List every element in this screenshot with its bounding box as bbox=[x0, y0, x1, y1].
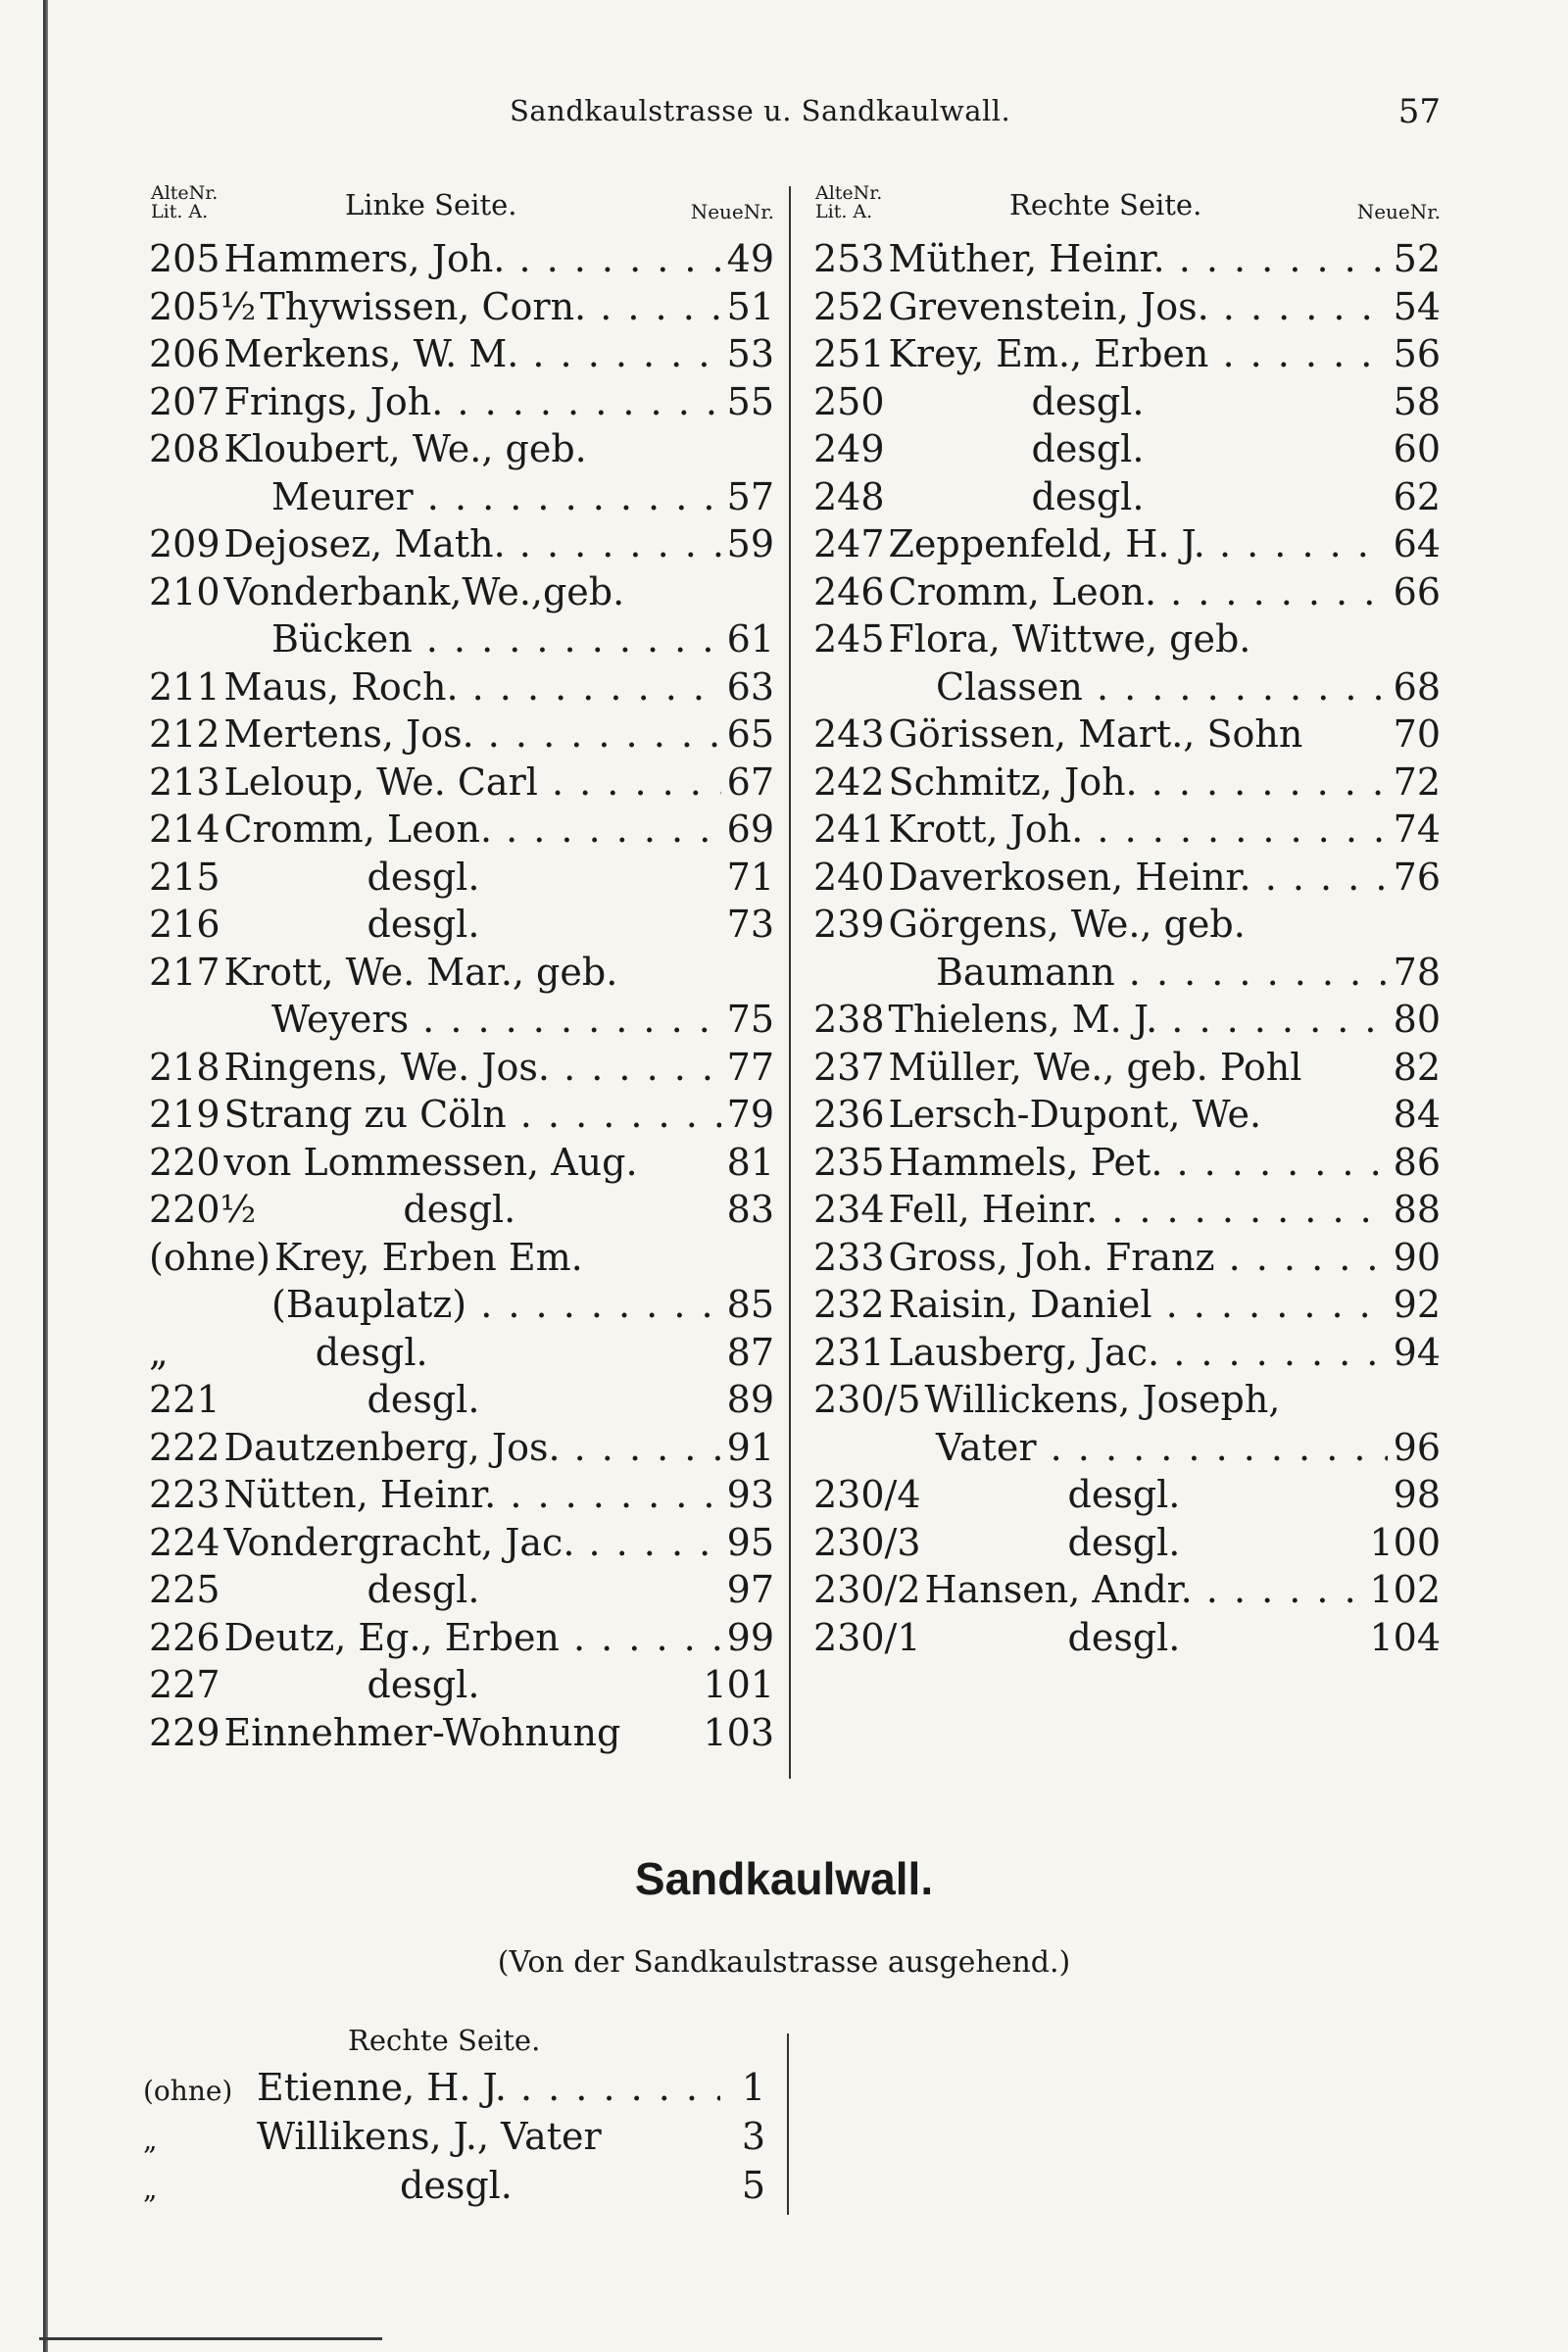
occupant-name: Flora, Wittwe, geb. bbox=[888, 617, 1251, 661]
alte-nr: 230/1 bbox=[813, 1615, 921, 1659]
neue-nr: 73 bbox=[726, 903, 774, 946]
occupant-name: Thielens, M. J. . . . bbox=[885, 996, 1388, 1044]
occupant-name: Müther, Heinr. . . . bbox=[885, 235, 1388, 283]
alte-nr: 217 bbox=[149, 950, 220, 994]
alte-nr: 220½ bbox=[149, 1188, 257, 1231]
list-item bbox=[149, 330, 774, 378]
list-item bbox=[149, 283, 774, 331]
neue-nr: 94 bbox=[1393, 1330, 1441, 1374]
alte-nr: 233 bbox=[813, 1235, 885, 1279]
right-entries bbox=[813, 235, 1441, 1661]
left-side-label: Linke Seite. bbox=[345, 188, 517, 221]
alte-nr: 231 bbox=[813, 1330, 885, 1374]
occupant-name: Krott, We. Mar., geb. bbox=[223, 950, 618, 994]
right-column bbox=[813, 178, 1441, 1661]
section-side-label: Rechte Seite. bbox=[348, 2024, 541, 2057]
list-item bbox=[143, 2063, 765, 2112]
occupant-name: desgl. bbox=[315, 1330, 428, 1374]
list-item bbox=[149, 1186, 774, 1234]
occupant-name: Görissen, Mart., Sohn bbox=[888, 712, 1303, 756]
neue-nr: 89 bbox=[726, 1378, 774, 1421]
neue-nr: 56 bbox=[1393, 332, 1441, 375]
list-item bbox=[149, 1329, 774, 1377]
list-item bbox=[813, 473, 1441, 521]
list-item bbox=[813, 996, 1441, 1044]
alte-nr: 230/4 bbox=[813, 1473, 921, 1516]
neue-nr: 52 bbox=[1393, 237, 1441, 280]
alte-nr: 247 bbox=[813, 522, 885, 565]
neue-nr: 91 bbox=[726, 1425, 774, 1469]
alte-nr: 250 bbox=[813, 379, 885, 423]
list-item bbox=[149, 710, 774, 759]
list-item bbox=[813, 901, 1441, 949]
neue-nr: 74 bbox=[1393, 808, 1441, 851]
alte-nr: 223 bbox=[149, 1473, 220, 1516]
list-item bbox=[149, 1709, 774, 1757]
occupant-name: desgl. bbox=[1031, 427, 1145, 470]
list-item bbox=[813, 1139, 1441, 1187]
neue-nr: 85 bbox=[726, 1283, 774, 1326]
alte-nr: 211 bbox=[149, 664, 220, 709]
alte-nr-label: AlteNr. Lit. A. bbox=[815, 182, 883, 222]
alte-nr: 206 bbox=[149, 332, 220, 375]
list-item bbox=[813, 854, 1441, 902]
alte-nr: 245 bbox=[813, 617, 885, 661]
alte-nr: 208 bbox=[149, 427, 220, 470]
neue-nr: 95 bbox=[726, 1520, 774, 1564]
occupant-name: Baumann . . . bbox=[813, 949, 1388, 997]
neue-nr: 86 bbox=[1393, 1140, 1441, 1184]
alte-nr: 253 bbox=[813, 237, 885, 280]
occupant-name: Krott, Joh. . . . bbox=[885, 806, 1388, 854]
alte-nr: 209 bbox=[149, 522, 220, 565]
alte-nr: 234 bbox=[813, 1188, 885, 1231]
column-divider bbox=[789, 186, 791, 1779]
neue-nr: 78 bbox=[1393, 950, 1441, 994]
section-subtitle: (Von der Sandkaulstrasse ausgehend.) bbox=[497, 1945, 1071, 1980]
neue-nr: 5 bbox=[741, 2164, 765, 2207]
list-item bbox=[813, 1566, 1441, 1614]
neue-nr: 100 bbox=[1369, 1520, 1441, 1564]
list-item bbox=[813, 806, 1441, 854]
alte-nr: 235 bbox=[813, 1140, 885, 1184]
footer-rule bbox=[39, 2337, 382, 2340]
list-item bbox=[149, 854, 774, 902]
alte-nr: 236 bbox=[813, 1093, 885, 1136]
neue-nr: 64 bbox=[1393, 522, 1441, 565]
neue-nr: 51 bbox=[726, 284, 774, 328]
occupant-name: Hammels, Pet. . . . bbox=[885, 1139, 1388, 1187]
occupant-name: Leloup, We. Carl . . . bbox=[220, 759, 721, 807]
occupant-name: Görgens, We., geb. bbox=[888, 903, 1246, 946]
list-item bbox=[813, 710, 1441, 759]
list-item bbox=[143, 2161, 765, 2210]
list-item bbox=[149, 759, 774, 807]
alte-nr-label: AlteNr. Lit. A. bbox=[151, 182, 219, 222]
neue-nr: 63 bbox=[726, 664, 774, 709]
list-item bbox=[813, 1281, 1441, 1329]
section-title: Sandkaulwall. bbox=[634, 1853, 934, 1904]
neue-nr: 84 bbox=[1393, 1093, 1441, 1136]
list-item bbox=[813, 1044, 1441, 1092]
occupant-name: Ringens, We. Jos. . . . bbox=[220, 1044, 721, 1092]
list-item bbox=[149, 1044, 774, 1092]
alte-nr: 221 bbox=[149, 1378, 220, 1421]
list-item bbox=[149, 663, 774, 711]
neue-nr: 80 bbox=[1393, 998, 1441, 1041]
alte-nr: 207 bbox=[149, 379, 220, 423]
neue-nr: 88 bbox=[1393, 1188, 1441, 1231]
alte-nr: 225 bbox=[149, 1568, 220, 1611]
occupant-name: desgl. bbox=[367, 1663, 480, 1706]
neue-nr: 82 bbox=[1393, 1045, 1441, 1089]
occupant-name: Einnehmer-Wohnung bbox=[223, 1710, 621, 1754]
list-item bbox=[149, 1281, 774, 1329]
neue-nr: 61 bbox=[726, 617, 774, 661]
occupant-name: Deutz, Eg., Erben . . . bbox=[220, 1614, 721, 1662]
list-item bbox=[813, 1424, 1441, 1472]
list-item bbox=[813, 1519, 1441, 1567]
occupant-name: Fell, Heinr. . . . bbox=[885, 1186, 1388, 1234]
list-item bbox=[813, 759, 1441, 807]
left-entries bbox=[149, 235, 774, 1756]
alte-nr: 241 bbox=[813, 808, 885, 851]
neue-nr: 60 bbox=[1393, 427, 1441, 470]
neue-nr: 65 bbox=[726, 712, 774, 756]
list-item bbox=[813, 1186, 1441, 1234]
alte-nr: „ bbox=[143, 2124, 158, 2156]
occupant-name: Willikens, J., Vater bbox=[257, 2115, 602, 2158]
alte-nr: (ohne) bbox=[143, 2075, 233, 2107]
list-item bbox=[149, 1376, 774, 1424]
occupant-name: desgl. bbox=[1031, 379, 1145, 423]
neue-nr: 55 bbox=[726, 379, 774, 423]
occupant-name: desgl. bbox=[1031, 474, 1145, 518]
occupant-name: Frings, Joh. . . . bbox=[220, 378, 721, 426]
occupant-name: Zeppenfeld, H. J. . . . bbox=[885, 520, 1388, 568]
alte-nr: 243 bbox=[813, 712, 885, 756]
list-item bbox=[149, 901, 774, 949]
occupant-name: Weyers . . . bbox=[149, 996, 721, 1044]
alte-nr: 251 bbox=[813, 332, 885, 375]
alte-nr: 222 bbox=[149, 1425, 220, 1469]
occupant-name: Maus, Roch. . . . bbox=[220, 663, 721, 711]
list-item bbox=[813, 235, 1441, 283]
alte-nr: 212 bbox=[149, 712, 220, 756]
occupant-name: Cromm, Leon. . . . bbox=[885, 568, 1388, 616]
occupant-name: Raisin, Daniel . . . bbox=[885, 1281, 1388, 1329]
list-item bbox=[813, 1091, 1441, 1139]
list-item bbox=[149, 1661, 774, 1709]
list-item bbox=[149, 520, 774, 568]
alte-nr: 218 bbox=[149, 1045, 220, 1089]
section-entries bbox=[143, 2063, 765, 2210]
neue-nr: 87 bbox=[726, 1330, 774, 1374]
running-title: Sandkaulstrasse u. Sandkaulwall. bbox=[510, 94, 1011, 127]
occupant-name: Cromm, Leon. . . . bbox=[220, 806, 721, 854]
neue-nr: 96 bbox=[1393, 1425, 1441, 1469]
neue-nr: 79 bbox=[726, 1093, 774, 1136]
neue-nr: 76 bbox=[1393, 855, 1441, 899]
alte-nr: 230/3 bbox=[813, 1520, 921, 1564]
occupant-name: Grevenstein, Jos. . . . bbox=[885, 283, 1388, 331]
occupant-name: Etienne, H. J. . . . bbox=[253, 2063, 720, 2112]
neue-nr: 53 bbox=[726, 332, 774, 375]
alte-nr: 230/5 bbox=[813, 1378, 921, 1421]
alte-nr: 232 bbox=[813, 1283, 885, 1326]
alte-nr: 210 bbox=[149, 569, 220, 613]
occupant-name: Mertens, Jos. . . . bbox=[220, 710, 721, 759]
occupant-name: desgl. bbox=[367, 855, 480, 899]
list-item bbox=[813, 1329, 1441, 1377]
occupant-name: Daverkosen, Heinr. . . . bbox=[885, 854, 1388, 902]
neue-nr: 66 bbox=[1393, 569, 1441, 613]
occupant-name: desgl. bbox=[1067, 1615, 1181, 1659]
occupant-name: Hammers, Joh. . . . bbox=[220, 235, 721, 283]
occupant-name: Meurer . . . bbox=[149, 473, 721, 521]
neue-nr: 62 bbox=[1393, 474, 1441, 518]
book-binding-edge bbox=[43, 0, 48, 2352]
occupant-name: Krey, Em., Erben . . . bbox=[885, 330, 1388, 378]
list-item bbox=[149, 1139, 774, 1187]
list-item bbox=[813, 520, 1441, 568]
occupant-name: desgl. bbox=[1067, 1473, 1181, 1516]
alte-nr: 213 bbox=[149, 760, 220, 804]
occupant-name: Vonderbank,We.,geb. bbox=[223, 569, 625, 613]
neue-nr: 92 bbox=[1393, 1283, 1441, 1326]
occupant-name: Dejosez, Math. . . . bbox=[220, 520, 721, 568]
neue-nr: 58 bbox=[1393, 379, 1441, 423]
list-item bbox=[149, 1234, 774, 1282]
occupant-name: desgl. bbox=[367, 1378, 480, 1421]
neue-nr: 77 bbox=[726, 1045, 774, 1089]
neue-nr: 98 bbox=[1393, 1473, 1441, 1516]
list-item bbox=[813, 1471, 1441, 1519]
left-column bbox=[149, 178, 774, 1756]
alte-nr: 220 bbox=[149, 1140, 220, 1184]
list-item bbox=[149, 473, 774, 521]
occupant-name: desgl. bbox=[367, 903, 480, 946]
list-item bbox=[813, 425, 1441, 473]
alte-nr: 205½ bbox=[149, 284, 257, 328]
occupant-name: Gross, Joh. Franz . . . bbox=[885, 1234, 1388, 1282]
list-item bbox=[149, 615, 774, 663]
list-item bbox=[149, 1424, 774, 1472]
list-item bbox=[149, 949, 774, 997]
occupant-name: desgl. bbox=[367, 1568, 480, 1611]
list-item bbox=[149, 1471, 774, 1519]
occupant-name: von Lommessen, Aug. bbox=[223, 1140, 638, 1184]
neue-nr: 71 bbox=[726, 855, 774, 899]
occupant-name: Willickens, Joseph, bbox=[924, 1378, 1281, 1421]
neue-nr: 49 bbox=[726, 237, 774, 280]
neue-nr: 90 bbox=[1393, 1235, 1441, 1279]
list-item bbox=[149, 235, 774, 283]
occupant-name: Nütten, Heinr. . . . bbox=[220, 1471, 721, 1519]
neue-nr: 93 bbox=[726, 1473, 774, 1516]
alte-nr: 239 bbox=[813, 903, 885, 946]
alte-nr: 238 bbox=[813, 998, 885, 1041]
neue-nr: 57 bbox=[726, 474, 774, 518]
occupant-name: Hansen, Andr. . . . bbox=[921, 1566, 1364, 1614]
neue-nr: 97 bbox=[726, 1568, 774, 1611]
list-item bbox=[813, 949, 1441, 997]
neue-nr: 69 bbox=[726, 808, 774, 851]
list-item bbox=[149, 996, 774, 1044]
alte-nr: 205 bbox=[149, 237, 220, 280]
alte-nr: „ bbox=[149, 1330, 169, 1374]
occupant-name: Bücken . . . bbox=[149, 615, 721, 663]
list-item bbox=[149, 1091, 774, 1139]
alte-nr: „ bbox=[143, 2173, 158, 2205]
list-item bbox=[149, 378, 774, 426]
occupant-name: Vater . . . bbox=[813, 1424, 1388, 1472]
occupant-name: Kloubert, We., geb. bbox=[223, 427, 587, 470]
alte-nr: 248 bbox=[813, 474, 885, 518]
neue-nr: 72 bbox=[1393, 760, 1441, 804]
occupant-name: Classen . . . bbox=[813, 663, 1388, 711]
list-item bbox=[149, 425, 774, 473]
neue-nr: 81 bbox=[726, 1140, 774, 1184]
list-item bbox=[813, 568, 1441, 616]
alte-nr: 240 bbox=[813, 855, 885, 899]
alte-nr: 215 bbox=[149, 855, 220, 899]
list-item bbox=[149, 806, 774, 854]
page-number: 57 bbox=[1397, 92, 1441, 131]
occupant-name: Schmitz, Joh. . . . bbox=[885, 759, 1388, 807]
neue-nr: 75 bbox=[726, 998, 774, 1041]
section-divider bbox=[787, 2034, 789, 2215]
occupant-name: Lausberg, Jac. . . . bbox=[885, 1329, 1388, 1377]
neue-nr: 99 bbox=[726, 1615, 774, 1659]
list-item bbox=[813, 1234, 1441, 1282]
neue-nr: 102 bbox=[1369, 1568, 1441, 1611]
neue-nr: 68 bbox=[1393, 664, 1441, 709]
occupant-name: (Bauplatz) . . . bbox=[149, 1281, 721, 1329]
list-item bbox=[149, 1566, 774, 1614]
occupant-name: Müller, We., geb. Pohl bbox=[888, 1045, 1302, 1089]
list-item bbox=[813, 663, 1441, 711]
occupant-name: Krey, Erben Em. bbox=[273, 1235, 583, 1279]
neue-nr: 83 bbox=[726, 1188, 774, 1231]
alte-nr: (ohne) bbox=[149, 1235, 270, 1279]
neue-nr: 67 bbox=[726, 760, 774, 804]
alte-nr: 252 bbox=[813, 284, 885, 328]
right-side-label: Rechte Seite. bbox=[1009, 188, 1202, 221]
alte-nr: 219 bbox=[149, 1093, 220, 1136]
alte-nr: 237 bbox=[813, 1045, 885, 1089]
list-item bbox=[813, 283, 1441, 331]
alte-nr: 224 bbox=[149, 1520, 220, 1564]
list-item bbox=[813, 378, 1441, 426]
neue-nr: 1 bbox=[741, 2066, 765, 2109]
occupant-name: desgl. bbox=[403, 1188, 516, 1231]
right-column-header bbox=[813, 178, 1441, 235]
neue-nr: 104 bbox=[1369, 1615, 1441, 1659]
neue-nr: 70 bbox=[1393, 712, 1441, 756]
alte-nr: 242 bbox=[813, 760, 885, 804]
neue-nr-label: NeueNr. bbox=[690, 200, 774, 223]
neue-nr: 103 bbox=[703, 1710, 774, 1754]
neue-nr-label: NeueNr. bbox=[1356, 200, 1441, 223]
alte-nr: 214 bbox=[149, 808, 220, 851]
neue-nr: 101 bbox=[703, 1663, 774, 1706]
occupant-name: desgl. bbox=[1067, 1520, 1181, 1564]
occupant-name: desgl. bbox=[400, 2164, 513, 2207]
alte-nr: 229 bbox=[149, 1710, 220, 1754]
alte-nr: 230/2 bbox=[813, 1568, 921, 1611]
alte-nr: 216 bbox=[149, 903, 220, 946]
list-item bbox=[813, 1614, 1441, 1662]
list-item bbox=[149, 1519, 774, 1567]
occupant-name: Dautzenberg, Jos. . . . bbox=[220, 1424, 721, 1472]
occupant-name: Lersch-Dupont, We. bbox=[888, 1093, 1262, 1136]
alte-nr: 227 bbox=[149, 1663, 220, 1706]
list-item bbox=[813, 1376, 1441, 1424]
list-item bbox=[149, 568, 774, 616]
occupant-name: Vondergracht, Jac. . . . bbox=[220, 1519, 721, 1567]
neue-nr: 54 bbox=[1393, 284, 1441, 328]
alte-nr: 249 bbox=[813, 427, 885, 470]
list-item bbox=[149, 1614, 774, 1662]
left-column-header bbox=[149, 178, 774, 235]
list-item bbox=[813, 330, 1441, 378]
alte-nr: 246 bbox=[813, 569, 885, 613]
list-item bbox=[813, 615, 1441, 663]
neue-nr: 59 bbox=[726, 522, 774, 565]
occupant-name: Merkens, W. M. . . . bbox=[220, 330, 721, 378]
occupant-name: Strang zu Cöln . . . bbox=[220, 1091, 721, 1139]
occupant-name: Thywissen, Corn. . . . bbox=[256, 283, 720, 331]
neue-nr: 3 bbox=[741, 2115, 765, 2158]
alte-nr: 226 bbox=[149, 1615, 220, 1659]
list-item bbox=[143, 2112, 765, 2161]
